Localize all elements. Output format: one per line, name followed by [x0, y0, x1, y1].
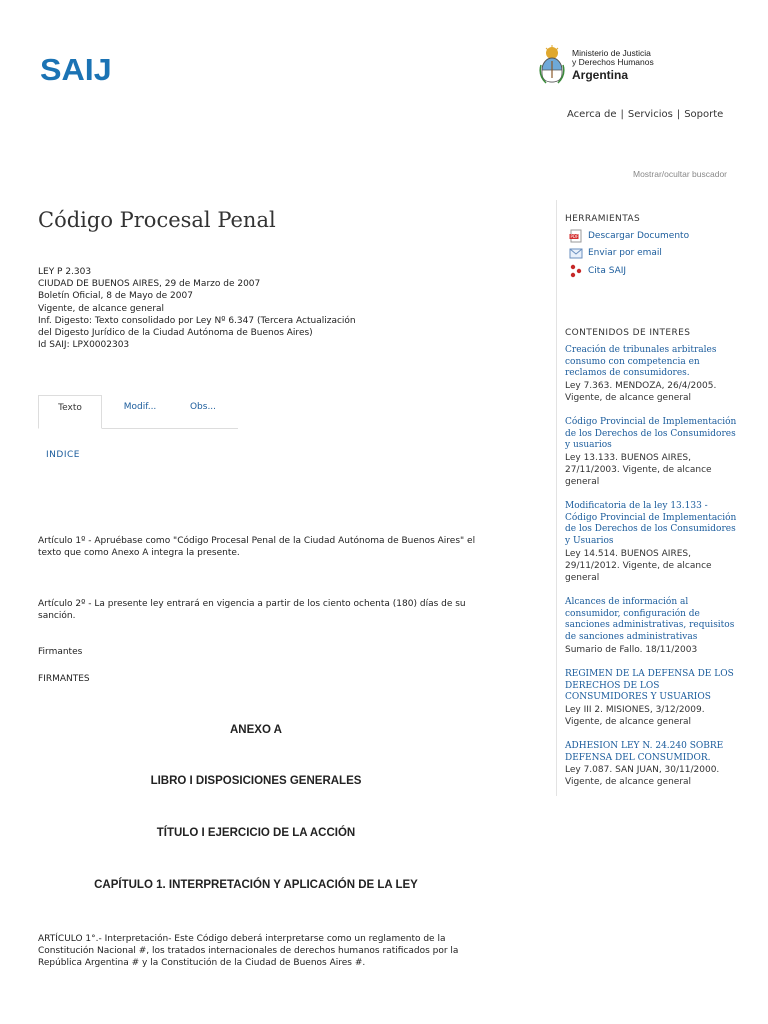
articulo-interpretacion: ARTÍCULO 1°.- Interpretación- Este Código deberá interpretarse como un reglamento de la Constitución Nacional #, los tratados internacionales de derechos humanos ratificados por la República Argentina # y la Constitución de la Ciudad de Buenos Aires #.	[38, 934, 459, 968]
ministerio-line1: Ministerio de Justicia	[572, 47, 651, 58]
anexo-heading: ANEXO A	[230, 724, 282, 736]
meta-id: Id SAIJ: LPX0002303	[38, 340, 130, 351]
interest-item-desc: Ley 14.514. BUENOS AIRES, 29/11/2012. Vigente, de alcance general	[565, 548, 712, 583]
interest-item-title[interactable]: REGIMEN DE LA DEFENSA DE LOS DERECHOS DE LOS CONSUMIDORES Y USUARIOS	[565, 669, 734, 703]
titulo-heading: TÍTULO I EJERCICIO DE LA ACCIÓN	[156, 827, 356, 839]
ministerio-country: Argentina	[572, 67, 629, 82]
articulo-2: Artículo 2º - La presente ley entrará en vigencia a partir de los ciento ochenta (180) días de su sanción.	[38, 599, 466, 621]
cita-label[interactable]: Cita SAIJ	[588, 266, 627, 276]
interest-item-desc: Ley III 2. MISIONES, 3/12/2009. Vigente, de alcance general	[565, 705, 705, 728]
articulo-1: Artículo 1º - Apruébase como "Código Procesal Penal de la Ciudad Autónoma de Buenos Aires" el texto que como Anexo A integra la presente.	[38, 536, 476, 558]
share-icon	[569, 264, 583, 278]
interest-item-title[interactable]: ADHESION LEY N. 24.240 SOBRE DEFENSA DEL CONSUMIDOR.	[565, 741, 724, 763]
interest-item	[565, 501, 739, 584]
firmantes-label: Firmantes	[38, 647, 83, 657]
download-label[interactable]: Descargar Documento	[588, 231, 690, 241]
ministerio-line2: y Derechos Humanos	[572, 56, 654, 67]
meta-ciudad: CIUDAD DE BUENOS AIRES, 29 de Marzo de 2007	[38, 279, 261, 290]
email-label[interactable]: Enviar por email	[588, 248, 662, 258]
interest-item	[565, 597, 739, 656]
meta-ley: LEY P 2.303	[38, 267, 92, 277]
download-document-link[interactable]	[569, 229, 689, 243]
interest-title: CONTENIDOS DE INTERES	[565, 328, 691, 338]
svg-text:PDF: PDF	[570, 234, 579, 240]
email-link[interactable]	[569, 246, 662, 260]
interest-item-desc: Sumario de Fallo. 18/11/2003	[565, 644, 698, 655]
ministerio-logo[interactable]	[538, 45, 654, 85]
toggle-search-link[interactable]: Mostrar/ocultar buscador	[633, 169, 728, 179]
nav-soporte[interactable]: Soporte	[684, 109, 724, 120]
page-title: Código Procesal Penal	[38, 208, 276, 232]
pdf-icon	[569, 229, 583, 243]
tab-texto[interactable]: Texto	[38, 395, 102, 429]
sidebar	[556, 200, 742, 796]
document-meta	[38, 266, 358, 351]
interest-item-desc: Ley 7.363. MENDOZA, 26/4/2005. Vigente, de alcance general	[565, 381, 717, 404]
firmantes-upper: FIRMANTES	[38, 674, 90, 684]
email-icon	[569, 246, 583, 260]
interest-item-title[interactable]: Modificatoria de la ley 13.133 - Código Provincial de Implementación de los Derechos de los Consumidores y Usuarios	[565, 501, 737, 547]
interest-item-title[interactable]: Creación de tribunales arbitrales consumo con competencia en reclamos de consumidores.	[565, 345, 717, 379]
interest-item-title[interactable]: Código Provincial de Implementación de los Derechos de los Consumidores y usuarios	[565, 417, 737, 451]
top-nav	[567, 109, 723, 120]
document-tabs	[38, 395, 238, 429]
indice-link[interactable]: INDICE	[46, 450, 80, 460]
cita-saij-link[interactable]	[569, 264, 626, 278]
interest-item	[565, 741, 739, 788]
saij-logo[interactable]: SAIJ	[40, 52, 112, 87]
interest-item	[565, 345, 739, 404]
tab-obs[interactable]: Obs...	[189, 402, 217, 412]
escudo-icon	[538, 45, 566, 85]
nav-acerca[interactable]: Acerca de	[567, 109, 617, 120]
tab-modif[interactable]: Modif...	[123, 402, 157, 412]
interest-item-desc: Ley 7.087. SAN JUAN, 30/11/2000. Vigente, de alcance general	[565, 765, 720, 788]
meta-boletin: Boletín Oficial, 8 de Mayo de 2007	[38, 291, 193, 302]
meta-digesto: Inf. Digesto: Texto consolidado por Ley Nº 6.347 (Tercera Actualización del Digesto Jurídico de la Ciudad Autónoma de Buenos Aires)	[38, 315, 356, 339]
interest-item	[565, 669, 739, 728]
interest-item-title[interactable]: Alcances de información al consumidor, configuración de sanciones administrativas, requisitos de sanciones administrativas	[565, 597, 735, 643]
libro-heading: LIBRO I DISPOSICIONES GENERALES	[150, 775, 362, 787]
interest-item-desc: Ley 13.133. BUENOS AIRES, 27/11/2003. Vigente, de alcance general	[565, 453, 712, 488]
capitulo-heading: CAPÍTULO 1. INTERPRETACIÓN Y APLICACIÓN DE LA LEY	[94, 879, 418, 891]
nav-servicios[interactable]: Servicios	[627, 109, 673, 120]
interest-item	[565, 417, 739, 488]
tools-title: HERRAMIENTAS	[565, 214, 641, 224]
meta-vigente: Vigente, de alcance general	[38, 303, 165, 314]
nav-separator: |	[620, 109, 624, 120]
nav-separator: |	[676, 109, 681, 120]
